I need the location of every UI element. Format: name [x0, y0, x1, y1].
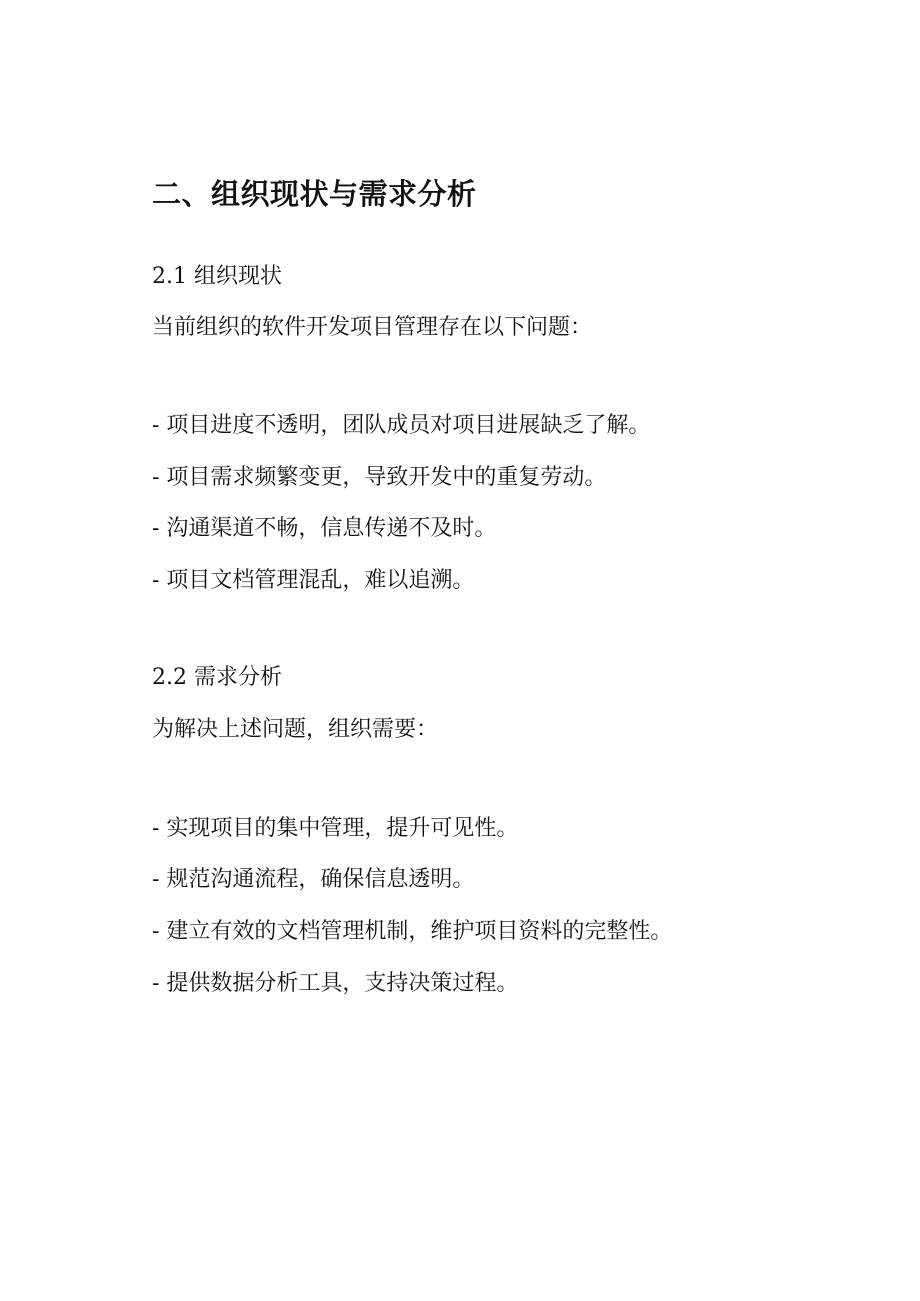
needs-item-2: - 规范沟通流程，确保信息透明。: [152, 867, 475, 892]
needs-item-3: - 建立有效的文档管理机制，维护项目资料的完整性。: [152, 919, 673, 944]
status-item-2: - 项目需求频繁变更，导致开发中的重复劳动。: [152, 465, 607, 490]
status-intro: 当前组织的软件开发项目管理存在以下问题：: [152, 315, 593, 340]
status-heading: 2.1 组织现状: [152, 264, 282, 289]
status-item-1: - 项目进度不透明，团队成员对项目进展缺乏了解。: [152, 413, 651, 438]
needs-item-4: - 提供数据分析工具，支持决策过程。: [152, 971, 519, 996]
status-item-4: - 项目文档管理混乱，难以追溯。: [152, 568, 475, 593]
section-title: 二、组织现状与需求分析: [152, 177, 477, 211]
needs-heading: 2.2 需求分析: [152, 665, 282, 690]
needs-item-1: - 实现项目的集中管理，提升可见性。: [152, 816, 519, 841]
needs-intro: 为解决上述问题，组织需要：: [152, 717, 439, 742]
status-item-3: - 沟通渠道不畅，信息传递不及时。: [152, 516, 497, 541]
